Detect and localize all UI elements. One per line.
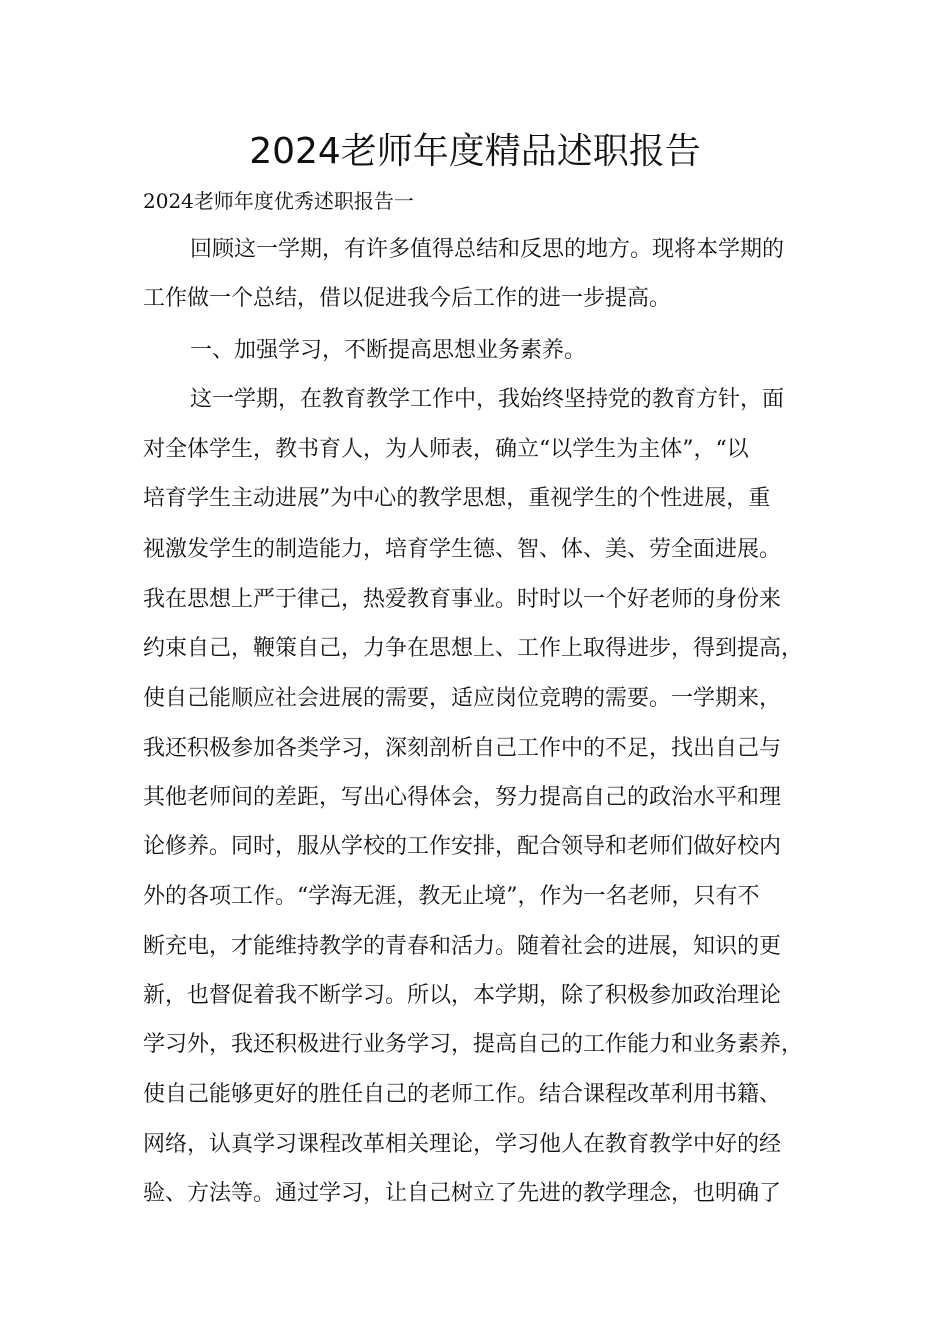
text-line: 这一学期，在教育教学工作中，我始终坚持党的教育方针，面 xyxy=(190,387,785,412)
text-line: 工作做一个总结，借以促进我今后工作的进一步提高。 xyxy=(143,286,672,311)
text-line: 其他老师间的差距，写出心得体会，努力提高自己的政治水平和理 xyxy=(143,785,782,810)
page-title: 2024老师年度精品述职报告 xyxy=(249,131,701,172)
text-line: 我在思想上严于律己，热爱教育事业。时时以一个好老师的身份来 xyxy=(143,587,782,612)
text-line: 新，也督促着我不断学习。所以，本学期，除了积极参加政治理论 xyxy=(143,983,782,1008)
section-heading: 一、加强学习，不断提高思想业务素养。 xyxy=(190,338,587,363)
text-line: 学习外，我还积极进行业务学习，提高自己的工作能力和业务素养， xyxy=(143,1032,804,1057)
text-line: 我还积极参加各类学习，深刻剖析自己工作中的不足，找出自己与 xyxy=(143,736,782,761)
text-line: 视激发学生的制造能力，培育学生德、智、体、美、劳全面进展。 xyxy=(143,537,782,562)
text-line: 论修养。同时，服从学校的工作安排，配合领导和老师们做好校内 xyxy=(143,834,782,859)
text-line: 断充电，才能维持教学的青春和活力。随着社会的进展，知识的更 xyxy=(143,934,782,959)
text-line: 约束自己，鞭策自己，力争在思想上、工作上取得进步，得到提高， xyxy=(143,636,804,661)
text-line: 使自己能顺应社会进展的需要，适应岗位竞聘的需要。一学期来， xyxy=(143,686,782,711)
section-subtitle: 2024老师年度优秀述职报告一 xyxy=(143,189,414,213)
text-line: 培育学生主动进展”为中心的教学思想，重视学生的个性进展，重 xyxy=(143,486,771,511)
text-line: 网络，认真学习课程改革相关理论，学习他人在教育教学中好的经 xyxy=(143,1132,782,1157)
text-line: 验、方法等。通过学习，让自己树立了先进的教学理念，也明确了 xyxy=(143,1181,782,1206)
text-line: 对全体学生，教书育人，为人师表，确立“以学生为主体”，“以 xyxy=(143,437,749,462)
text-line: 外的各项工作。“学海无涯，教无止境”，作为一名老师，只有不 xyxy=(143,884,760,909)
text-line: 使自己能够更好的胜任自己的老师工作。结合课程改革利用书籍、 xyxy=(143,1082,782,1107)
text-line: 回顾这一学期，有许多值得总结和反思的地方。现将本学期的 xyxy=(190,237,785,262)
